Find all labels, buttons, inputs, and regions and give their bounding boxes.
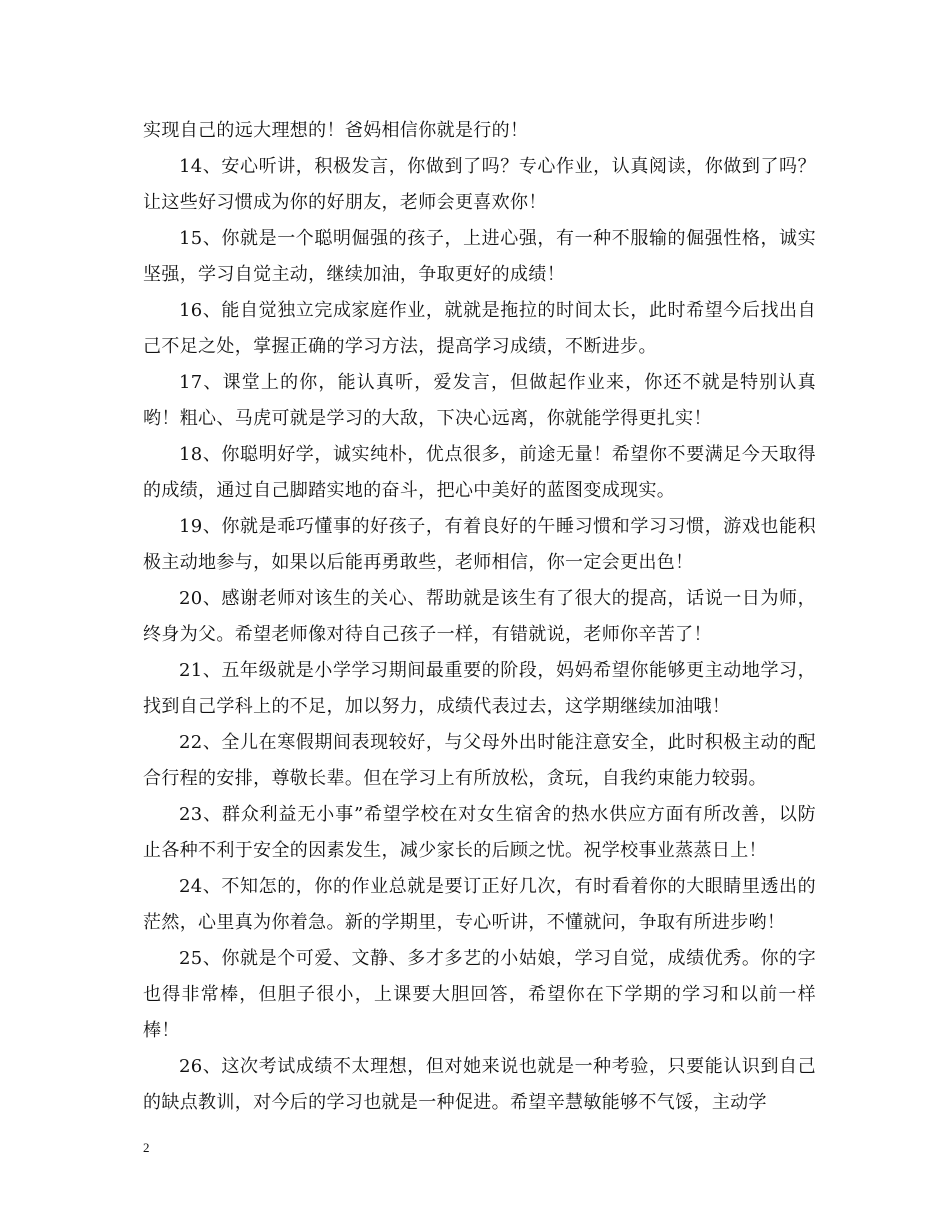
paragraph-25: 25、你就是个可爱、文静、多才多艺的小姑娘，学习自觉，成绩优秀。你的字也得非常棒，但胆子很小，上课要大胆回答，希望你在下学期的学习和以前一样棒！ [143, 948, 816, 1041]
document-body [143, 113, 816, 1121]
paragraph-19: 19、你就是乖巧懂事的好孩子，有着良好的午睡习惯和学习习惯，游戏也能积极主动地参与，如果以后能再勇敢些，老师相信，你一定会更出色！ [143, 516, 816, 573]
paragraph-14: 14、安心听讲，积极发言，你做到了吗？专心作业，认真阅读，你做到了吗？让这些好习惯成为你的好朋友，老师会更喜欢你！ [143, 156, 816, 213]
page-number: 2 [143, 1140, 150, 1155]
paragraph-continuation: 实现自己的远大理想的！爸妈相信你就是行的！ [143, 120, 529, 141]
paragraph-15: 15、你就是一个聪明倔强的孩子，上进心强，有一种不服输的倔强性格，诚实坚强，学习自觉主动，继续加油，争取更好的成绩！ [143, 228, 816, 285]
paragraph-26: 26、这次考试成绩不太理想，但对她来说也就是一种考验，只要能认识到自己的缺点教训，对今后的学习也就是一种促进。希望辛慧敏能够不气馁，主动学 [143, 1056, 816, 1113]
paragraph-22: 22、全儿在寒假期间表现较好，与父母外出时能注意安全，此时积极主动的配合行程的安排，尊敬长辈。但在学习上有所放松，贪玩，自我约束能力较弱。 [143, 732, 816, 789]
paragraph-23: 23、群众利益无小事”希望学校在对女生宿舍的热水供应方面有所改善，以防止各种不利于安全的因素发生，减少家长的后顾之忧。祝学校事业蒸蒸日上！ [143, 804, 816, 861]
paragraph-17: 17、课堂上的你，能认真听，爱发言，但做起作业来，你还不就是特别认真哟！粗心、马虎可就是学习的大敌，下决心远离，你就能学得更扎实！ [143, 372, 816, 429]
paragraph-16: 16、能自觉独立完成家庭作业，就就是拖拉的时间太长，此时希望今后找出自己不足之处，掌握正确的学习方法，提高学习成绩，不断进步。 [143, 300, 816, 357]
paragraph-20: 20、感谢老师对该生的关心、帮助就是该生有了很大的提高，话说一日为师，终身为父。希望老师像对待自己孩子一样，有错就说，老师你辛苦了！ [143, 588, 816, 645]
paragraph-18: 18、你聪明好学，诚实纯朴，优点很多，前途无量！希望你不要满足今天取得的成绩，通过自己脚踏实地的奋斗，把心中美好的蓝图变成现实。 [143, 444, 816, 501]
paragraph-21: 21、五年级就是小学学习期间最重要的阶段，妈妈希望你能够更主动地学习，找到自己学科上的不足，加以努力，成绩代表过去，这学期继续加油哦！ [143, 660, 816, 717]
paragraph-24: 24、不知怎的，你的作业总就是要订正好几次，有时看着你的大眼睛里透出的茫然，心里真为你着急。新的学期里，专心听讲，不懂就问，争取有所进步哟！ [143, 876, 816, 933]
